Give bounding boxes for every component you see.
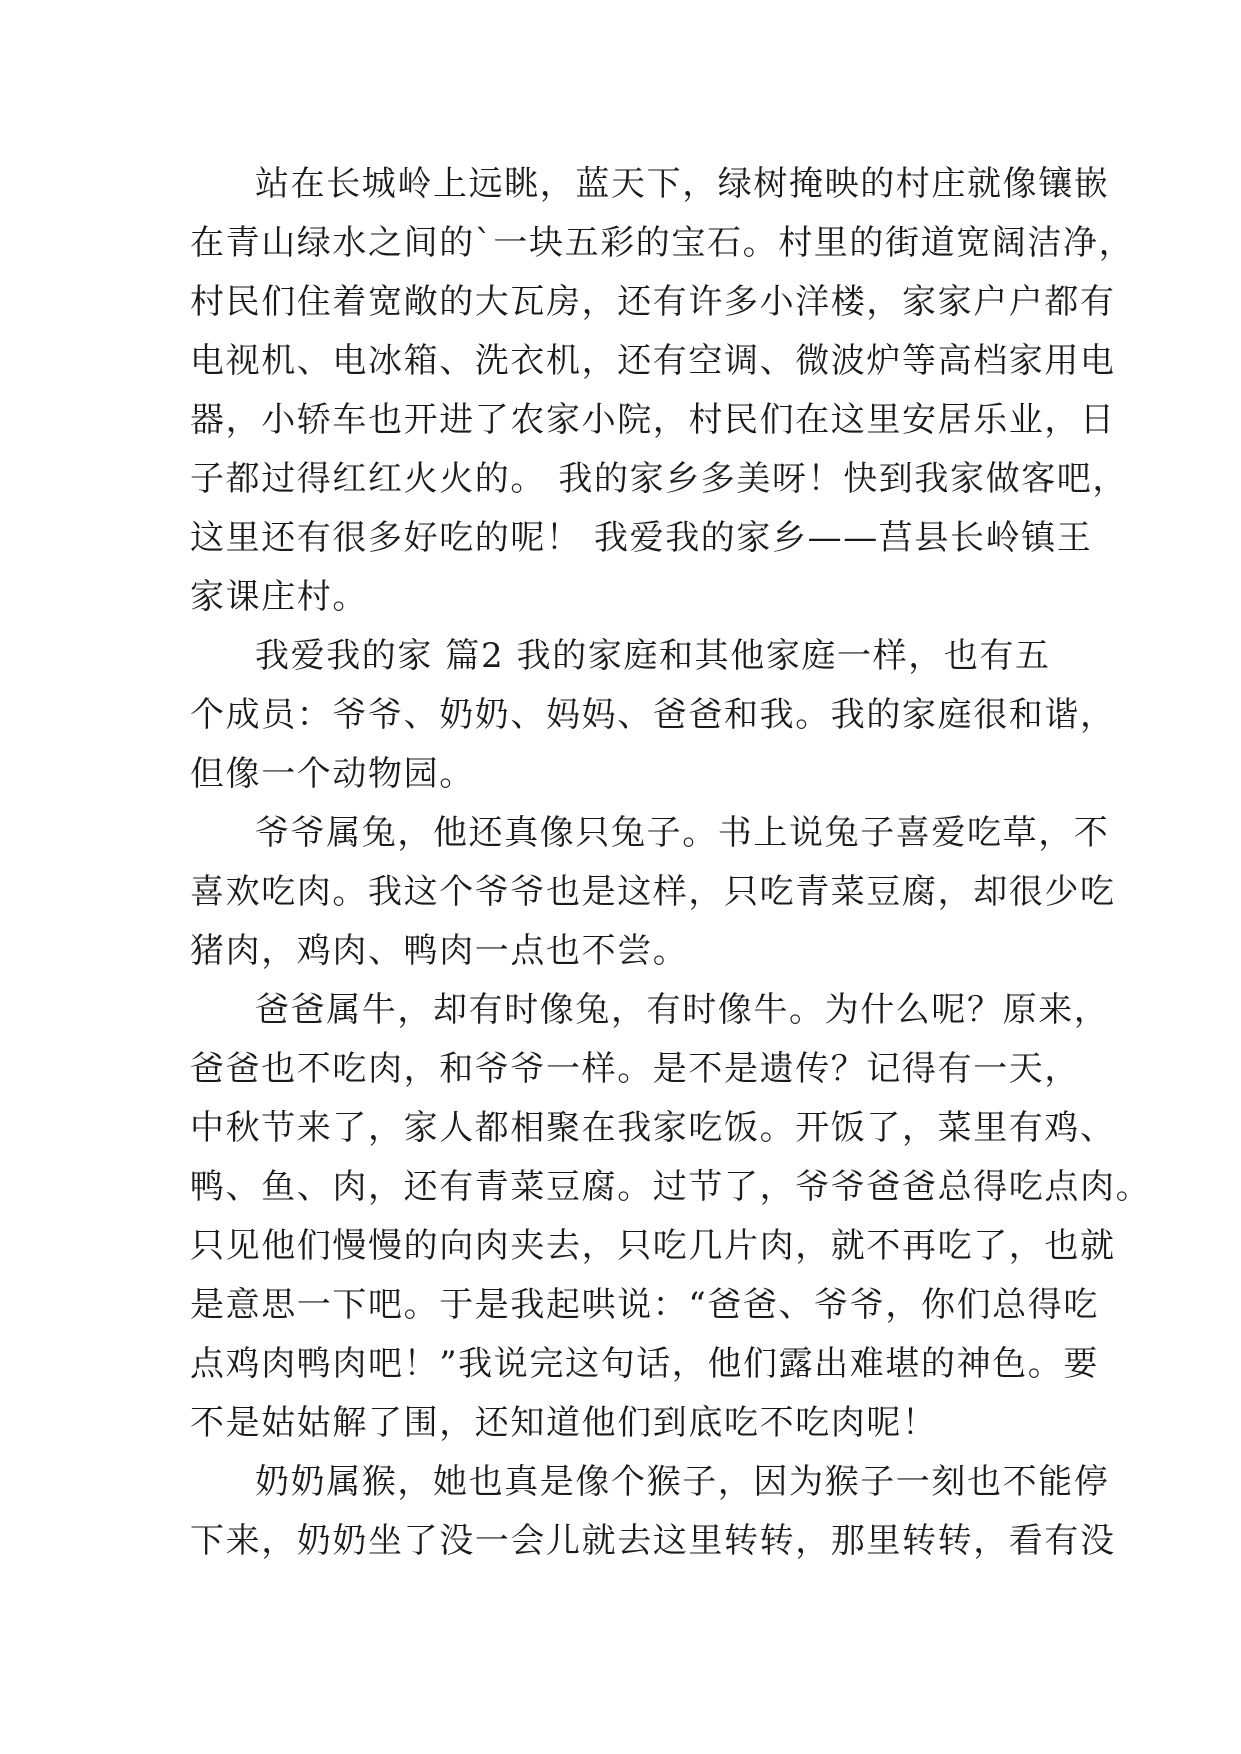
text-line: 爸爸属牛，却有时像兔，有时像牛。为什么呢？原来， [255,990,1110,1030]
text-line: 器，小轿车也开进了农家小院，村民们在这里安居乐业，日 [190,400,1116,440]
text-line: 家课庄村。 [190,577,368,617]
text-line: 村民们住着宽敞的大瓦房，还有许多小洋楼，家家户户都有 [190,282,1116,322]
text-line: 个成员：爷爷、奶奶、妈妈、爸爸和我。我的家庭很和谐， [190,695,1116,735]
text-line: 爸爸也不吃肉，和爷爷一样。是不是遗传？记得有一天， [190,1049,1080,1089]
text-line: 我爱我的家 篇2 我的家庭和其他家庭一样，也有五 [255,636,1051,676]
text-line: 站在长城岭上远眺，蓝天下，绿树掩映的村庄就像镶嵌 [255,164,1110,204]
text-line: 爷爷属兔，他还真像只兔子。书上说兔子喜爱吃草，不 [255,813,1110,853]
text-line: 鸭、鱼、肉，还有青菜豆腐。过节了，爷爷爸爸总得吃点肉。 [190,1167,1152,1207]
text-line: 子都过得红红火火的。 我的家乡多美呀！快到我家做客吧， [190,459,1129,499]
text-line: 不是姑姑解了围，还知道他们到底吃不吃肉呢！ [190,1403,938,1443]
text-line: 只见他们慢慢的向肉夹去，只吃几片肉，就不再吃了，也就 [190,1226,1116,1266]
text-line: 电视机、电冰箱、洗衣机，还有空调、微波炉等高档家用电 [190,341,1116,381]
text-line: 但像一个动物园。 [190,754,475,794]
text-line: 在青山绿水之间的`一块五彩的宝石。村里的街道宽阔洁净， [190,223,1135,263]
text-line: 点鸡肉鸭肉吧！”我说完这句话，他们露出难堪的神色。要 [190,1344,1099,1384]
text-line: 奶奶属猴，她也真是像个猴子，因为猴子一刻也不能停 [255,1462,1110,1502]
text-line: 下来，奶奶坐了没一会儿就去这里转转，那里转转，看有没 [190,1521,1116,1561]
text-line: 是意思一下吧。于是我起哄说：“爸爸、爷爷，你们总得吃 [190,1285,1099,1325]
text-line: 喜欢吃肉。我这个爷爷也是这样，只吃青菜豆腐，却很少吃 [190,872,1116,912]
text-line: 猪肉，鸡肉、鸭肉一点也不尝。 [190,931,689,971]
text-line: 这里还有很多好吃的呢！ 我爱我的家乡——莒县长岭镇王 [190,518,1093,558]
text-line: 中秋节来了，家人都相聚在我家吃饭。开饭了，菜里有鸡、 [190,1108,1116,1148]
